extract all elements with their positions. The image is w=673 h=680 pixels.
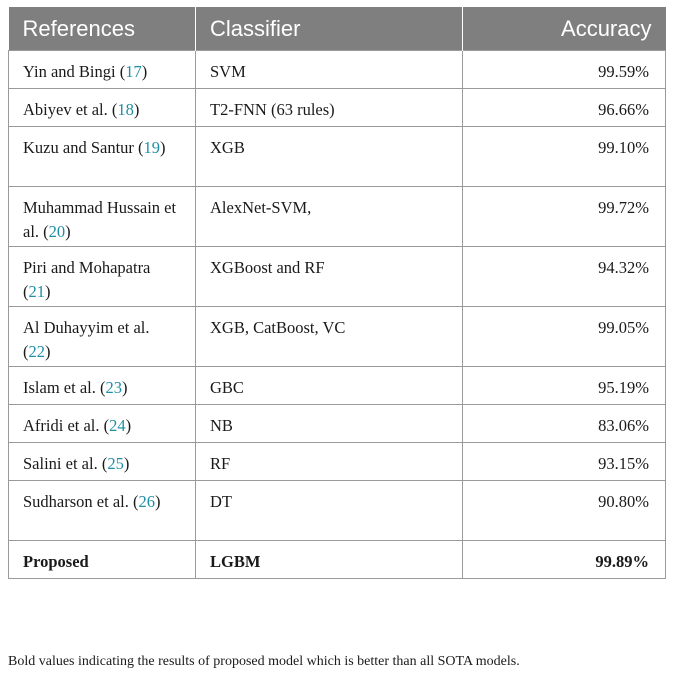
classifier-cell: AlexNet-SVM,	[196, 187, 463, 247]
header-accuracy: Accuracy	[463, 7, 666, 51]
citation-link[interactable]: 17	[125, 62, 142, 81]
citation-link[interactable]: 23	[105, 378, 122, 397]
accuracy-cell: 99.72%	[463, 187, 666, 247]
citation-link[interactable]: 18	[117, 100, 134, 119]
table-row	[9, 367, 666, 405]
accuracy-cell: 93.15%	[463, 443, 666, 481]
accuracy-cell: 99.89%	[463, 541, 666, 579]
classifier-cell: T2-FNN (63 rules)	[196, 89, 463, 127]
reference-cell: Afridi et al. (24)	[9, 405, 196, 443]
classifier-cell: SVM	[196, 51, 463, 89]
citation-link[interactable]: 24	[109, 416, 126, 435]
table-row	[9, 247, 666, 307]
reference-cell: Abiyev et al. (18)	[9, 89, 196, 127]
accuracy-cell: 94.32%	[463, 247, 666, 307]
citation-link[interactable]: 20	[48, 222, 66, 241]
accuracy-cell: 99.05%	[463, 307, 666, 367]
citation-link[interactable]: 26	[138, 492, 155, 511]
reference-cell: Kuzu and Santur (19)	[9, 127, 196, 187]
classifier-cell: GBC	[196, 367, 463, 405]
classifier-cell: LGBM	[196, 541, 463, 579]
table-row	[9, 481, 666, 541]
accuracy-cell: 90.80%	[463, 481, 666, 541]
reference-cell: Sudharson et al. (26)	[9, 481, 196, 541]
header-row	[9, 7, 666, 51]
citation-link[interactable]: 25	[107, 454, 124, 473]
accuracy-cell: 95.19%	[463, 367, 666, 405]
reference-cell: Al Duhayyim et al. (22)	[9, 307, 196, 367]
accuracy-cell: 83.06%	[463, 405, 666, 443]
table-row	[9, 127, 666, 187]
proposed-row	[9, 541, 666, 579]
citation-link[interactable]: 22	[28, 342, 45, 361]
classifier-cell: XGBoost and RF	[196, 247, 463, 307]
citation-link[interactable]: 21	[28, 282, 45, 301]
reference-cell: Salini et al. (25)	[9, 443, 196, 481]
classifier-cell: NB	[196, 405, 463, 443]
classifier-cell: XGB	[196, 127, 463, 187]
reference-cell: Muhammad Hussain et al. (20)	[9, 187, 196, 247]
classifier-cell: RF	[196, 443, 463, 481]
results-table	[8, 7, 666, 579]
header-references: References	[9, 7, 196, 51]
classifier-cell: XGB, CatBoost, VC	[196, 307, 463, 367]
table-row	[9, 51, 666, 89]
reference-cell: Islam et al. (23)	[9, 367, 196, 405]
accuracy-cell: 99.10%	[463, 127, 666, 187]
table-row	[9, 307, 666, 367]
table-footnote: Bold values indicating the results of proposed model which is better than all SOTA models.	[8, 654, 520, 669]
table-row	[9, 443, 666, 481]
header-classifier: Classifier	[196, 7, 463, 51]
reference-cell: Yin and Bingi (17)	[9, 51, 196, 89]
accuracy-cell: 99.59%	[463, 51, 666, 89]
citation-link[interactable]: 19	[143, 138, 161, 157]
table-row	[9, 89, 666, 127]
table-row	[9, 187, 666, 247]
reference-cell: Proposed	[9, 541, 196, 579]
table-row	[9, 405, 666, 443]
classifier-cell: DT	[196, 481, 463, 541]
accuracy-cell: 96.66%	[463, 89, 666, 127]
reference-cell: Piri and Mohapatra (21)	[9, 247, 196, 307]
